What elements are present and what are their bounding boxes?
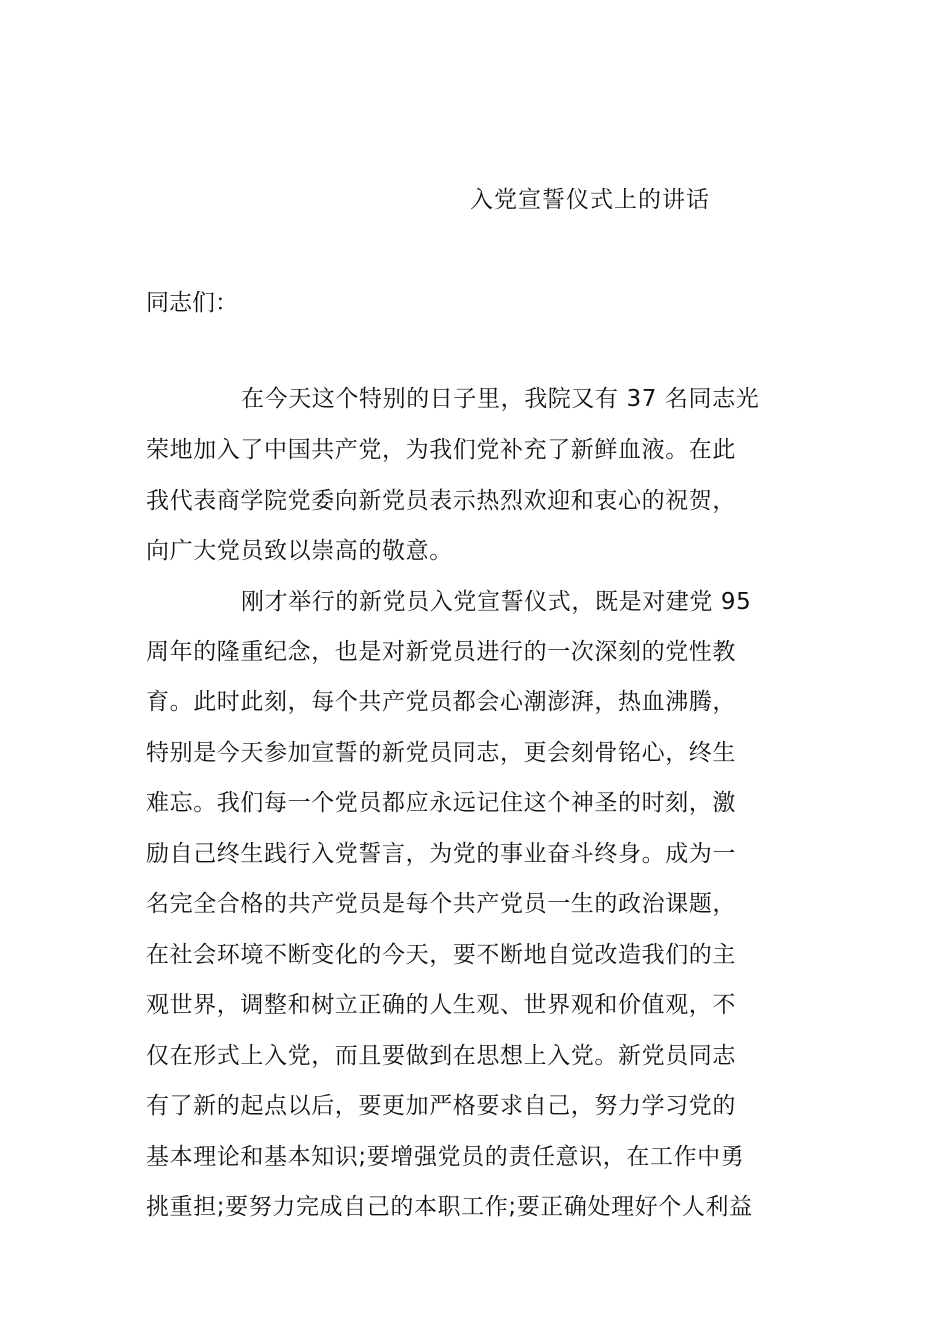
paragraph-line: 励自己终生践行入党誓言，为党的事业奋斗终身。成为一 [146, 841, 736, 867]
paragraph-line: 在今天这个特别的日子里，我院又有 37 名同志光 [241, 386, 760, 412]
paragraph-line: 向广大党员致以崇高的敬意。 [146, 538, 453, 564]
paragraph-line: 观世界，调整和树立正确的人生观、世界观和价值观，不 [146, 992, 736, 1018]
paragraph-line: 挑重担;要努力完成自己的本职工作;要正确处理好个人利益 [146, 1194, 753, 1220]
paragraph-line: 荣地加入了中国共产党，为我们党补充了新鲜血液。在此 [146, 437, 736, 463]
paragraph-line: 育。此时此刻，每个共产党员都会心潮澎湃，热血沸腾， [146, 689, 736, 715]
paragraph-line: 特别是今天参加宣誓的新党员同志，更会刻骨铭心，终生 [146, 740, 736, 766]
paragraph-line: 周年的隆重纪念，也是对新党员进行的一次深刻的党性教 [146, 639, 736, 665]
paragraph-line: 难忘。我们每一个党员都应永远记住这个神圣的时刻，激 [146, 790, 736, 816]
document-title: 入党宣誓仪式上的讲话 [470, 187, 710, 213]
paragraph-line: 有了新的起点以后，要更加严格要求自己，努力学习党的 [146, 1093, 736, 1119]
paragraph-line: 仅在形式上入党，而且要做到在思想上入党。新党员同志 [146, 1043, 736, 1069]
salutation: 同志们： [146, 290, 238, 316]
paragraph-line: 我代表商学院党委向新党员表示热烈欢迎和衷心的祝贺， [146, 488, 736, 514]
paragraph-line: 名完全合格的共产党员是每个共产党员一生的政治课题， [146, 891, 736, 917]
paragraph-line: 基本理论和基本知识;要增强党员的责任意识，在工作中勇 [146, 1144, 745, 1170]
paragraph-line: 在社会环境不断变化的今天，要不断地自觉改造我们的主 [146, 942, 736, 968]
paragraph-line: 刚才举行的新党员入党宣誓仪式，既是对建党 95 [241, 589, 752, 615]
